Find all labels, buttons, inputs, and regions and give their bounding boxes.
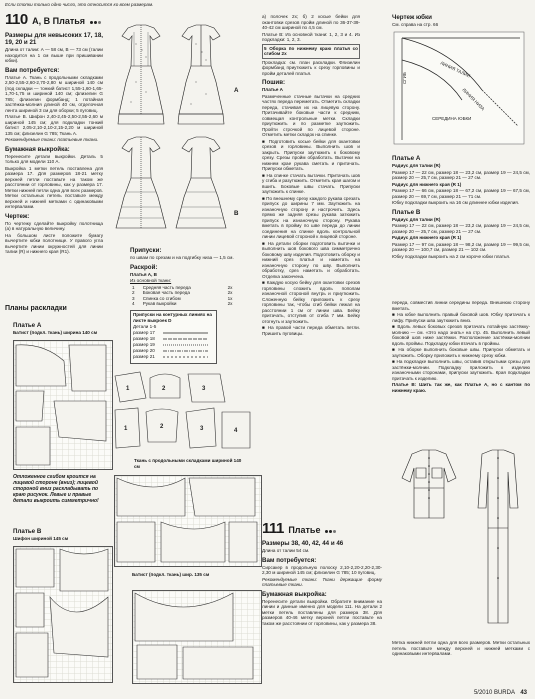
svg-text:3: 3 [202, 386, 206, 392]
cut-list-cell-qty: 2x [227, 284, 233, 290]
radius-waist-b-values: Размер 17 — 22 см, размер 18 — 23,2 см, размер 19 — 24,5 см, размер 20 — 25,7 см, размер 21 — 27 см. [392, 223, 530, 234]
layout-plan-a-main-pieces [115, 476, 261, 566]
plan-b-title: Платье В [13, 528, 42, 535]
size-line-sample [163, 349, 208, 353]
right-sewing-block [392, 300, 530, 432]
pattern-pieces [110, 368, 258, 453]
cut-b-note: Платье В: Из основной ткани: 1, 2, 3 и 4. Из подкладки: 1, 2, 3. [262, 31, 360, 42]
label-fold: СГИБ [402, 72, 407, 84]
sewing-text7: ■ На правой части переда обметать петли. Пришить пуговицы. [262, 325, 360, 336]
materials-text-111: Сирсакер в продольную полоску 2,10-2,20-2,20-2,30-2,30 м шириной 145 см; флизелин G 785; 10 пуговиц. [262, 564, 382, 575]
svg-text:4: 4 [234, 428, 238, 434]
cut-list-cell-no: 4 [132, 301, 135, 306]
materials-note-111: Рекомендуемые ткани: Ткани держащие форму платьевые ткани. [262, 576, 382, 587]
radius-block [392, 152, 530, 297]
length-b: Юбку подкладки выкроить на 2 см короче юбки платья. [392, 253, 511, 259]
footer-issue: 5/2010 BURDA [473, 690, 515, 696]
cut-list-cell-name: Средняя часть переда [142, 284, 191, 290]
sewing-more5: Платье В: Шить так же, как Платье А, но с кантом по нижнему краю. [392, 382, 530, 393]
sizes-111: Размеры 38, 40, 42, 44 и 46 [262, 540, 344, 547]
size-line-label: размер 19 [133, 341, 155, 347]
size-line-label: размер 21 [133, 353, 155, 359]
cut-list-cell-name: Спинка со сгибом [142, 295, 181, 301]
svg-text:2: 2 [160, 424, 164, 430]
allowances-title: Припуски: [130, 247, 162, 254]
sewing-more2: ■ Вдоль левых боковых срезов притачать потайную застёжку-молнию — см. «Это надо знать» на стр. 45. Выполнить левый боковой шов ниже застёжки. Расположение застёжки-молнии вдоль проймы. Подкладку юбки втачать в проймы. [392, 324, 530, 346]
layout-plan-a-lining-pieces [14, 341, 112, 469]
model-111-number: 111 [262, 520, 284, 537]
cut-title: Раскрой: [130, 263, 158, 271]
pattern-title-110: Бумажная выкройка: [5, 145, 70, 153]
model-111-title: Платье [288, 525, 321, 535]
radius-waist-b: Радиус для талии (R) [392, 216, 441, 222]
dress-sketches [106, 22, 249, 240]
layout-plan-a-lining [13, 340, 113, 470]
size-contours-legend [130, 310, 217, 364]
svg-text:3: 3 [200, 426, 204, 432]
plan-b-fabric2: Батист (подкл. ткань) шир. 135 см [132, 572, 210, 577]
strip-note: 5 Оборка по нижнему краю платья со сгибом 2x [262, 44, 360, 59]
sewing-more: ■ На юбке выполнить правый боковой шов. Юбку притачать к лифу. Припуски шва заутюжить вниз. [392, 312, 530, 323]
chart-title: Чертеж юбки [392, 14, 432, 21]
size-line-label: размер 20 [133, 347, 155, 353]
svg-text:1: 1 [126, 386, 130, 392]
cut-subtitle2: Из основной ткани: [130, 278, 172, 283]
pattern-details-110: Выкройка 1 метки петель поставлена для размера 17. Для размеров 18-21 метку верхней петли поставьте на таком же расстоянии от горловины, как у размера 17. Метки нижней петли одна для всех размеров. Метки остальных петель поставьте между верхней и нижней метками с одинаковыми интервалами. [5, 165, 103, 209]
difficulty-dots-111-icon [325, 520, 337, 537]
model-110-info [5, 32, 103, 254]
bottom-note-111: Метка нижней петли одна для всех размеров. Метки остальных петель поставьте между верхней и нижней метками с одинаковыми интервалами. [392, 640, 530, 656]
difficulty-dots-icon [90, 11, 102, 28]
materials-b: Платье В. Шифон 2,40-2,45-2,50-2,55-2,60 м шириной 145 см; для подкладки тонкий батист 2,05-2,10-2,10-2,15-2,20 м шириной 135 см; флизелин G 785; Ткань A. [5, 114, 103, 136]
model-111-header [262, 520, 382, 538]
size-line-label: размер 17 [133, 329, 155, 335]
plan-a-title: Платье А [13, 322, 42, 329]
dress-a-title: Платье А [392, 155, 421, 162]
svg-text:2: 2 [162, 386, 166, 392]
materials-note-110: Рекомендуемые ткани: платьевые ткани. [5, 137, 99, 142]
layout-plan-b-chiffon [13, 546, 113, 683]
radius-waist-a-values: Размер 17 — 22 см, размер 18 — 23,2 см, размер 19 — 24,5 см, размер 20 — 25,7 см, размер 21 — 27 см. [392, 169, 530, 180]
model-number: 110 [5, 11, 28, 28]
cut-list-cell-name: Рукав выкройки [142, 301, 177, 306]
middle-column [262, 14, 360, 514]
layout-plan-b-lining-pieces [133, 591, 261, 683]
page-footer [474, 690, 527, 696]
materials-a: Платье А. Ткань с продольными складками 2,50-2,55-2,60-2,70-2,80 м шириной 140 см (под складки — тонкий батист 1,55-1,60-1,65-1,70-1,75 м шириной 140 см; флизелин G 785; флизелин формбанд; 1 потайная застёжка-молния длиной 40 см, отделочная лента шириной 3 см для оборки; 5 пуговиц. [5, 74, 103, 113]
skirt-drawing [392, 30, 530, 150]
sewing-text3: ■ На спинке стачать вытачки. Притачать шов у сгиба и разутюжить. Отметить края шагом и вшить. Боковые швы стачать. Припуски заутюжить к спинке. [262, 172, 360, 194]
sewing-text: Размеченные стачные вытачки на средних частях переда переметать. Отметить складки переда, стачивая их на лицевую сторону. Притачивайте боковые части к средним, совмещая контрольные метки. Складки приутюжить и по разметке заутюжить. Пройти строчкой по лицевой стороне. Отметить метки складок на спинке. [262, 93, 360, 137]
sewing-more3: ■ На оборке выполнить боковые швы. Припуски обметать и заутюжить. Оборку приложить к нижнему срезу юбки. [392, 347, 530, 358]
layout-plan-a-main [114, 475, 262, 567]
cut-list-cell-name: Боковая часть переда [142, 290, 190, 295]
sewing-more4: ■ На подкладке выполнить швы, оставив открытыми срезы для застёжки-молнии. Подкладку приложить к изделию изнаночными сторонами, припуски заутюжить. Края подкладки притачать к изделию. [392, 359, 530, 381]
radius-hem-a-values: Размер 17 — 66 см, размер 18 — 67,2 см, размер 19 — 67,5 см, размер 20 — 69,7 см, размер 21 — 71 см. [392, 188, 530, 199]
materials-title-111: Вам потребуется: [262, 556, 317, 564]
radius-hem-b: Радиус для нижнего края (R 1) [392, 235, 462, 240]
dress-b-title: Платье В [392, 208, 421, 216]
pattern-text-110: Перенесите детали выкройки. Деталь 5 только для модели 110 А. [5, 153, 103, 164]
plan-a-fabric: Батист (подкл. ткань) ширина 140 см [13, 330, 98, 335]
sewing-text5: ■ На детали оборки подготовить вытачки и выполнить шов бокового шва симметрично боковому шву изделия. Подготовить оборку и нижний срез платья и наметать на изнаночную сторону по шву. Выполнить обработку, срез наметать и обработать. Отделка закончена. [262, 240, 360, 279]
model-111-info [262, 540, 382, 692]
contours-title: Припуски на контурных линиях на листе выкроек D [133, 312, 212, 323]
pattern-title-111: Бумажная выкройка: [262, 590, 327, 598]
cut-list [130, 285, 240, 307]
materials-title-110: Вам потребуется: [5, 66, 60, 74]
process-text: Прокладка: см. план раскладки. Флизелин формбанд приутюжить к срезу горловины и пройм деталей платья. [262, 59, 360, 76]
sizes-110: Размеры для невысоких 17, 18, 19, 20 и 21 [5, 32, 103, 46]
allowances-text: по швам по срезам и на подгибку низа — 1,5 см. [130, 255, 234, 260]
allowances-block [130, 244, 255, 304]
figure-label-a: А [234, 87, 239, 94]
cut-list-cell-no: 1 [132, 284, 135, 290]
cut-list-cell-qty: 2x [227, 290, 233, 295]
figure-label-b: В [234, 210, 239, 217]
contours-subtitle: Детали 1-5 [133, 324, 157, 330]
sewing-text2: ■ Подготовить косые бейки для окантовки срезов и горловины. Выполнить шов и закрыть. Припуски заутюжить к боковому срезу. Срезы пройм обработать. Вытачки на нижнем крае рукава сметать и притачать. Припуски обметать. [262, 138, 360, 171]
model-title: А, В Платья [32, 16, 86, 26]
sewing-sub: Платье А [262, 87, 283, 92]
drawing-text: По чертежу сделайте выкройку полотнища (а) в натуральную величину. [5, 220, 103, 231]
size-line-label: размер 18 [133, 335, 155, 341]
drawing-text2: На большом листе положите бумагу вычертите юбки полотнище. У правого угла вычертите линии окружностей для линии талии (R) и нижнего края (R1). [5, 232, 103, 254]
top-note: Если стопки только одно число, это относится ко всем размерам. [5, 2, 154, 7]
radius-waist-a: Радиус для талии (R) [392, 163, 441, 168]
length-a: Юбку подкладки выкроить на 16 см длиннее юбки изделия. [392, 200, 520, 205]
length-note-110: Длина от талии: А — 58 см, В — 73 см (талии находится на 1 см выше при пришивании юбки). [5, 47, 103, 63]
size-line-sample [163, 343, 208, 347]
radius-hem-a: Радиус для нижнего края (R 1) [392, 181, 462, 187]
shirt-dress-sketches [392, 448, 530, 638]
middle-text-top: а) полочек 2x; б) 2 косые бейки для окантовки срезов пройм длиной по 36-37-39-40-42 см шириной по 4,5 см. [262, 14, 360, 30]
dress-figures [106, 22, 249, 240]
length-note-111: Длина от талии 54 см. [262, 548, 310, 553]
plans-title: Планы раскладки [5, 305, 67, 312]
size-line-sample [163, 337, 208, 341]
pattern-text-111: Перенесите детали выкройки. Обратите внимание на линии и данные именно для модели 111. На детали 2 метки петель поставлены для размера 38. Для размеров 40-46 метку верхней петли поставьте на таком же расстоянии от горловины, как у размера 38. [262, 598, 382, 626]
layout-plan-b-chiffon-pieces [14, 547, 112, 682]
plan-a-fabric2: Ткань с продольными складками шириной 140 см [134, 458, 242, 469]
sewing-title: Пошив: [262, 79, 286, 86]
cut-list-cell-qty: 2x [227, 301, 233, 306]
sewing-text4: ■ По внешнему срезу каждого рукава срезать припуск до ширины 7 мм. Заутюжить на изнаночную сторону и настрочить. Здесь прямо же задняя срезы рукава затюжить припуск на изнаночную сторону. Рукава вметать в пройму по шве переда до линии соединения на спинке вдоль контрольной линии лицевой стороной к лицевой стороне. [262, 195, 360, 239]
skirt-draft-svg [392, 30, 530, 150]
bottom-note-block [392, 640, 530, 678]
size-line-row [133, 354, 214, 360]
size-line-sample [163, 355, 208, 359]
cut-list-cell-no: 2 [132, 290, 135, 295]
svg-text:1: 1 [124, 426, 128, 432]
size-line-sample [163, 331, 208, 335]
plan-note: Отложенное сгибом кроится на лицевой стороне (вниз); лицевой стороной вниз раскладывать по краю рисунок. Левые и правые детали выкроить симметрично! [13, 474, 99, 504]
label-mid: СЕРЕДИНА ЮБКИ [432, 116, 472, 121]
cut-list-cell-qty: 1x [227, 295, 233, 301]
cut-list-cell-no: 3 [132, 295, 135, 301]
pattern-sheet-preview [110, 368, 258, 453]
label-hem: ЛИНИЯ НИЗА [461, 87, 486, 112]
radius-hem-b-values: Размер 17 — 97 см, размер 18 — 98,2 см, размер 19 — 99,5 см, размер 20 — 100,7 см, размер 21 — 102 см. [392, 241, 530, 252]
sewing-continue: переда, совместив линии середины переда. Внешнюю сторону вметать. [392, 300, 530, 311]
page-number: 43 [520, 690, 527, 696]
drawing-title: Чертеж: [5, 212, 30, 220]
label-waist: ЛИНИЯ ТАЛИИ [439, 60, 471, 79]
chart-subtitle: См. справа на стр. 66 [392, 22, 439, 27]
cut-list-row [130, 301, 240, 307]
sewing-text6: ■ Каждую косую бейку для окантовки срезов горловины сложить вдоль пополам изнаночной стороной внутрь и приутюжить. Сложенную бейку приложить к срезу горловины так, чтобы сгиб бейки лежал на расстоянии 1 см от линии шва. Бейку притачать, отступив от сгиба 7 мм. Бейку отогнуть и заутюжить. [262, 280, 360, 324]
layout-plan-b-lining [132, 590, 262, 684]
cut-subtitle: Платья А, В [130, 271, 157, 277]
shirt-dress-svg [392, 448, 530, 638]
plan-b-fabric: Шифон шириной 145 см [13, 536, 69, 541]
